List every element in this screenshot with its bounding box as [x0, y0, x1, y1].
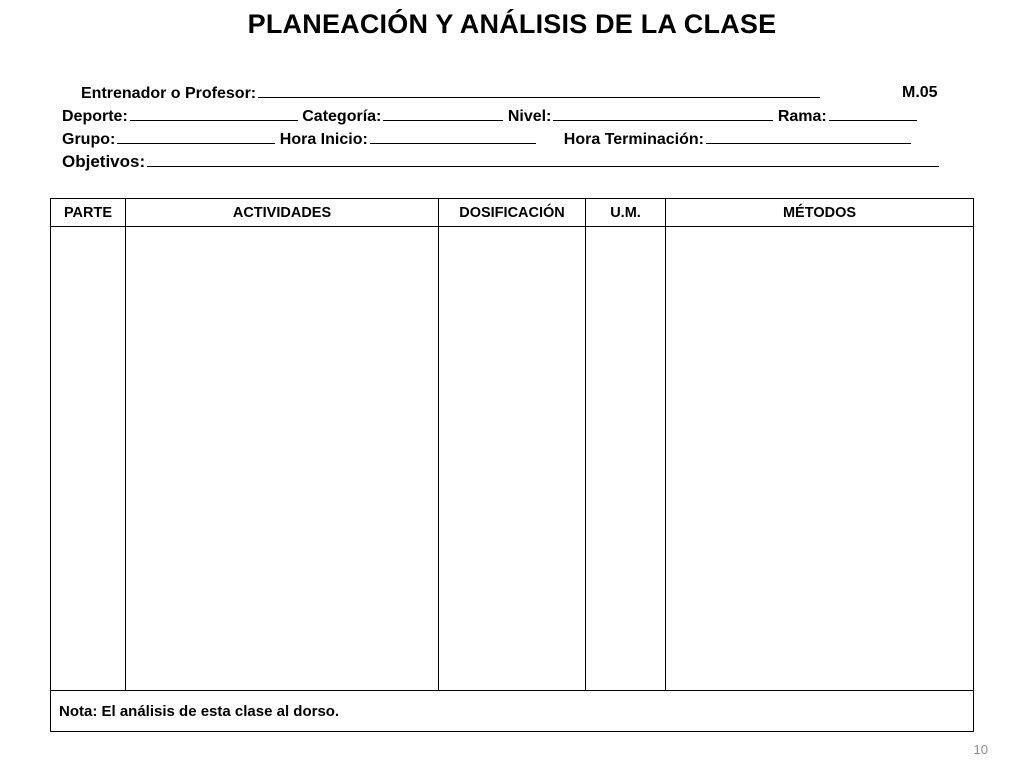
- header-row-grupo: [62, 129, 911, 150]
- cell-actividades[interactable]: [126, 227, 439, 691]
- header-metodos: MÉTODOS: [666, 199, 974, 227]
- grupo-field[interactable]: [117, 129, 275, 144]
- hora-inicio-label: Hora Inicio:: [279, 131, 368, 148]
- nivel-field[interactable]: [553, 106, 773, 121]
- entrenador-label: Entrenador o Profesor:: [81, 85, 257, 102]
- cell-dosificacion[interactable]: [439, 227, 586, 691]
- header-um: U.M.: [586, 199, 666, 227]
- grupo-label: Grupo:: [62, 131, 116, 148]
- rama-field[interactable]: [829, 106, 917, 121]
- header-row-deporte: [62, 106, 917, 127]
- table-body-row: [51, 227, 974, 691]
- hora-terminacion-field[interactable]: [706, 129, 911, 144]
- page-number: 10: [973, 742, 988, 757]
- activities-table: [50, 198, 974, 732]
- header-actividades: ACTIVIDADES: [126, 199, 439, 227]
- header-dosificacion: DOSIFICACIÓN: [439, 199, 586, 227]
- table-note-row: [51, 691, 974, 732]
- categoria-label: Categoría:: [302, 108, 382, 125]
- page-title: PLANEACIÓN Y ANÁLISIS DE LA CLASE: [247, 9, 777, 39]
- form-code: M.05: [902, 84, 938, 101]
- table-header-row: [51, 199, 974, 227]
- nivel-label: Nivel:: [507, 108, 552, 125]
- categoria-field[interactable]: [383, 106, 503, 121]
- header-parte: PARTE: [51, 199, 126, 227]
- deporte-label: Deporte:: [62, 108, 128, 125]
- note-text: Nota: El análisis de esta clase al dorso.: [51, 691, 974, 732]
- objetivos-label: Objetivos:: [62, 152, 146, 171]
- header-row-entrenador: [81, 83, 820, 104]
- rama-label: Rama:: [777, 108, 827, 125]
- entrenador-field[interactable]: [258, 83, 820, 98]
- hora-terminacion-label: Hora Terminación:: [563, 131, 704, 148]
- header-row-objetivos: [62, 150, 939, 173]
- cell-metodos[interactable]: [666, 227, 974, 691]
- hora-inicio-field[interactable]: [370, 129, 536, 144]
- objetivos-field[interactable]: [147, 150, 939, 167]
- cell-parte[interactable]: [51, 227, 126, 691]
- deporte-field[interactable]: [130, 106, 298, 121]
- cell-um[interactable]: [586, 227, 666, 691]
